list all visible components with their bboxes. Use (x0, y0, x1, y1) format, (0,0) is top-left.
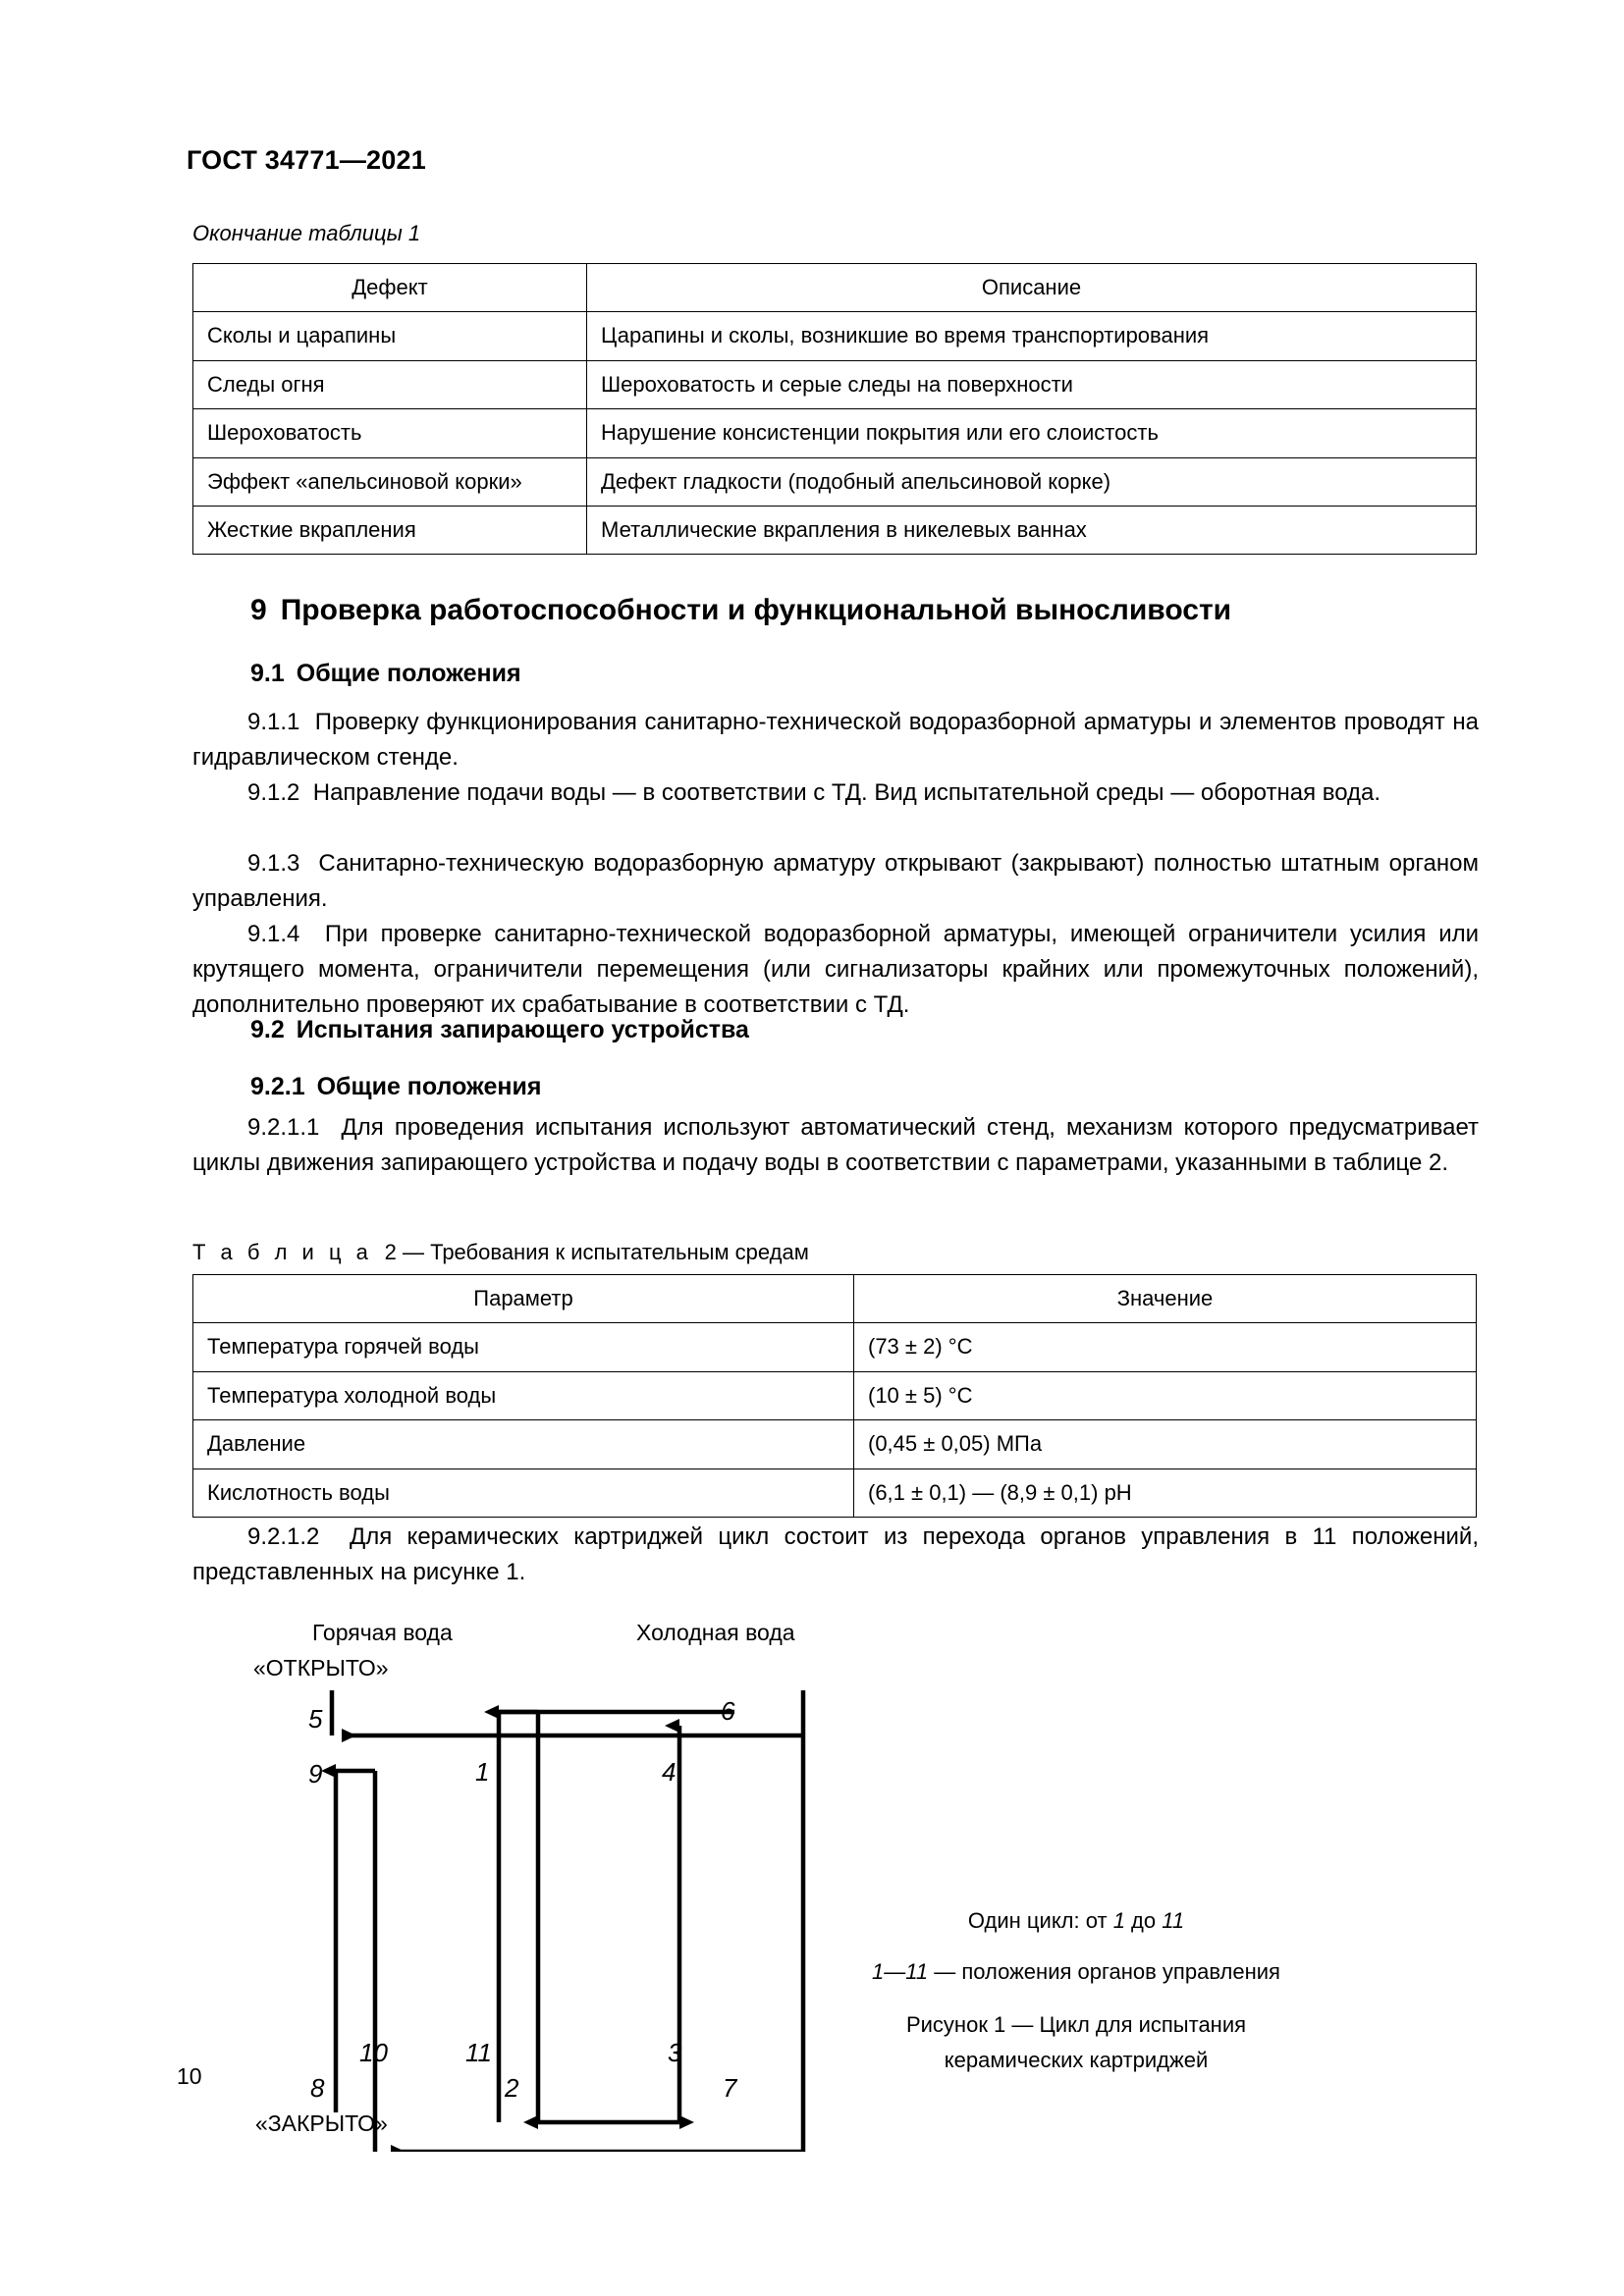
paragraph-number: 9.2.1.2 (247, 1523, 320, 1550)
defects-table (192, 263, 1477, 555)
figure-position-11: 11 (465, 2038, 492, 2067)
figure-label-hot-water: Горячая вода (312, 1620, 453, 1645)
table-row (193, 360, 1477, 408)
figure-note-cycle-mid: до (1124, 1908, 1163, 1933)
figure-legend-key: 1—11 (872, 1959, 929, 1984)
paragraph-number: 9.1.1 (247, 709, 300, 735)
cell-parameter: Температура горячей воды (193, 1323, 854, 1371)
figure-label-open: «ОТКРЫТО» (253, 1655, 389, 1681)
table-row (193, 1420, 1477, 1468)
paragraph-9-1-4 (192, 917, 1479, 1023)
section-9-1-title: Общие положения (296, 660, 521, 687)
figure-caption-line-1: Рисунок 1 — Цикл для испытания (905, 2012, 1247, 2037)
paragraph-text: Проверку функционирования санитарно-технической водоразборной арматуры и элементов проводят на гидравлическом стенде. (192, 709, 1479, 771)
section-9-2-title: Испытания запирающего устройства (296, 1016, 749, 1043)
paragraph-9-1-3 (192, 846, 1479, 917)
paragraph-9-2-1-2 (192, 1520, 1479, 1590)
paragraph-text: Для керамических картриджей цикл состоит из перехода органов управления в 11 положений, представленных на рисунке 1. (192, 1523, 1480, 1585)
table-row (193, 1371, 1477, 1419)
table-2-caption-word: Т а б л и ц а (192, 1240, 373, 1264)
paragraph-text: При проверке санитарно-технической водоразборной арматуры, имеющей ограничители усилия или крутящего момента, ограничители перемещения (или сигнализаторы крайних или промежуточных положений), дополнительно проверяют их срабатывание в соответствии с ТД. (192, 921, 1480, 1018)
cell-defect: Шероховатость (193, 409, 587, 457)
table-header-row (193, 1275, 1477, 1323)
cell-description: Дефект гладкости (подобный апельсиновой корке) (587, 457, 1477, 506)
table-row (193, 457, 1477, 506)
table-row (193, 1323, 1477, 1371)
figure-caption-line-2: керамических картриджей (944, 2048, 1209, 2072)
cell-value: (73 ± 2) °C (854, 1323, 1477, 1371)
paragraph-number: 9.2.1.1 (247, 1114, 320, 1141)
cycle-diagram (281, 1690, 890, 2152)
figure-note-cycle-from: 1 (1112, 1908, 1125, 1933)
figure-note-cycle-prefix: Один цикл: от (967, 1908, 1113, 1933)
figure-note-cycle-to: 11 (1162, 1908, 1185, 1933)
section-9-2-1-heading (250, 1073, 541, 1101)
figure-position-2: 2 (505, 2073, 519, 2103)
figure-label-cold-water: Холодная вода (636, 1620, 795, 1645)
cell-value: (0,45 ± 0,05) МПа (854, 1420, 1477, 1468)
cell-description: Шероховатость и серые следы на поверхности (587, 360, 1477, 408)
cell-parameter: Температура холодной воды (193, 1371, 854, 1419)
figure-position-5: 5 (308, 1704, 323, 1734)
paragraph-9-2-1-1 (192, 1110, 1479, 1181)
cell-defect: Следы огня (193, 360, 587, 408)
figure-position-10: 10 (359, 2038, 388, 2067)
cell-description: Царапины и сколы, возникшие во время транспортирования (587, 312, 1477, 360)
section-9-2-heading (250, 1016, 749, 1044)
figure-legend-text: — положения органов управления (928, 1959, 1280, 1984)
column-header-defect: Дефект (193, 264, 587, 312)
figure-note-one-cycle (840, 1908, 1312, 1934)
cell-value: (6,1 ± 0,1) — (8,9 ± 0,1) pH (854, 1468, 1477, 1517)
paragraph-number: 9.1.2 (247, 779, 300, 806)
cell-defect: Эффект «апельсиновой корки» (193, 457, 587, 506)
figure-label-closed: «ЗАКРЫТО» (255, 2110, 388, 2136)
section-9-number: 9 (250, 594, 267, 626)
test-media-requirements-table (192, 1274, 1477, 1518)
section-9-2-1-number: 9.2.1 (250, 1073, 305, 1100)
table-2-caption-rest: 2 — Требования к испытательным средам (384, 1240, 809, 1264)
figure-position-8: 8 (310, 2073, 325, 2103)
figure-1 (192, 1620, 1479, 2169)
paragraph-9-1-2 (192, 775, 1479, 811)
cell-defect: Жесткие вкрапления (193, 506, 587, 554)
table-2-caption (192, 1240, 809, 1265)
figure-position-6: 6 (721, 1696, 735, 1726)
figure-position-9: 9 (308, 1759, 323, 1789)
figure-position-4: 4 (662, 1757, 677, 1787)
column-header-value: Значение (854, 1275, 1477, 1323)
cell-description: Металлические вкрапления в никелевых ваннах (587, 506, 1477, 554)
figure-position-3: 3 (668, 2038, 682, 2067)
table-row (193, 409, 1477, 457)
section-9-2-number: 9.2 (250, 1016, 285, 1043)
figure-legend (840, 1959, 1312, 1985)
figure-position-1: 1 (475, 1757, 490, 1787)
cell-parameter: Кислотность воды (193, 1468, 854, 1517)
cell-defect: Сколы и царапины (193, 312, 587, 360)
section-9-title: Проверка работоспособности и функциональной выносливости (280, 594, 1232, 626)
section-9-heading (250, 594, 1231, 627)
figure-position-7: 7 (723, 2073, 737, 2103)
paragraph-9-1-1 (192, 705, 1479, 775)
table-header-row (193, 264, 1477, 312)
paragraph-number: 9.1.4 (247, 921, 300, 947)
table-row (193, 506, 1477, 554)
column-header-parameter: Параметр (193, 1275, 854, 1323)
cell-description: Нарушение консистенции покрытия или его слоистость (587, 409, 1477, 457)
table-row (193, 1468, 1477, 1517)
table-row (193, 312, 1477, 360)
running-header: ГОСТ 34771—2021 (187, 145, 426, 175)
paragraph-text: Санитарно-техническую водоразборную арматуру открывают (закрывают) полностью штатным органом управления. (192, 850, 1479, 912)
section-9-1-number: 9.1 (250, 660, 285, 687)
table-1-caption: Окончание таблицы 1 (192, 221, 421, 245)
page-number: 10 (177, 2063, 202, 2089)
section-9-2-1-title: Общие положения (316, 1073, 542, 1100)
column-header-description: Описание (587, 264, 1477, 312)
paragraph-text: Для проведения испытания используют автоматический стенд, механизм которого предусматривает циклы движения запирающего устройства и подачу воды в соответствии с параметрами, указанными в таблице 2. (192, 1114, 1479, 1176)
paragraph-number: 9.1.3 (247, 850, 300, 877)
section-9-1-heading (250, 660, 521, 688)
cell-value: (10 ± 5) °C (854, 1371, 1477, 1419)
paragraph-text: Направление подачи воды — в соответствии с ТД. Вид испытательной среды — оборотная вода. (312, 779, 1381, 806)
cell-parameter: Давление (193, 1420, 854, 1468)
